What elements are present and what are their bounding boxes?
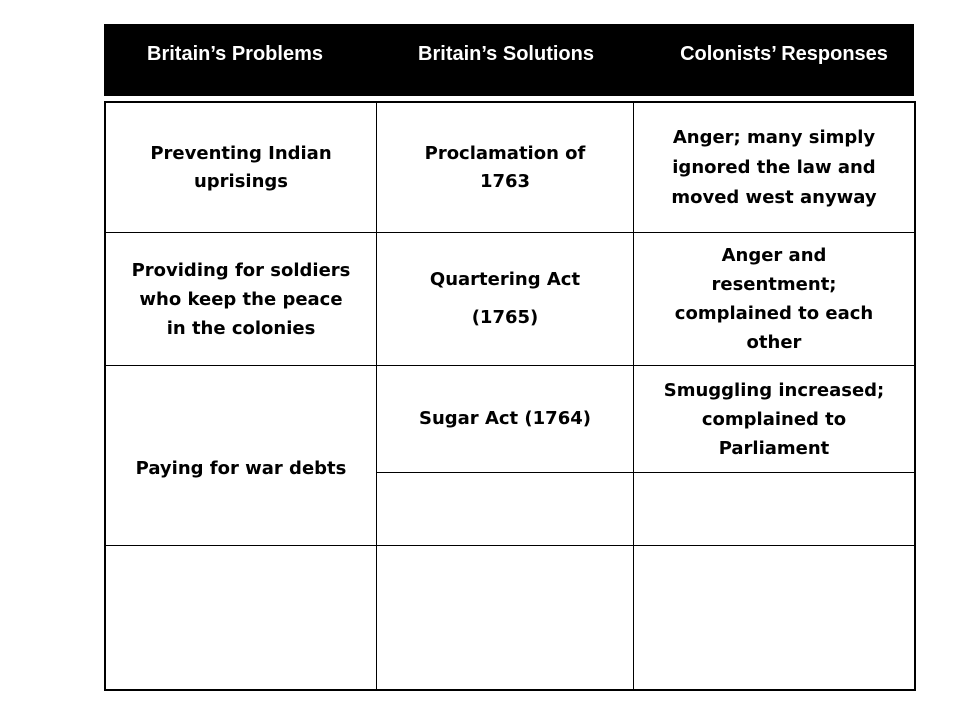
response-cell: Anger and resentment; complained to each other xyxy=(674,245,874,353)
header-problems: Britain’s Problems xyxy=(147,42,323,65)
header-solutions: Britain’s Solutions xyxy=(418,42,594,65)
solution-cell xyxy=(377,473,633,545)
problem-cell: Paying for war debts xyxy=(135,457,347,479)
solution-cell: Sugar Act (1764) xyxy=(419,408,591,429)
response-cell xyxy=(634,473,914,545)
solution-cell: Quartering Act (1765) xyxy=(429,269,581,328)
problem-cell: Providing for soldiers who keep the peace in the colonies xyxy=(131,259,351,339)
header-responses: Colonists’ Responses xyxy=(680,42,888,65)
response-cell: Anger; many simply ignored the law and moved west anyway xyxy=(671,126,877,208)
table-header xyxy=(104,24,914,96)
comparison-table xyxy=(104,101,916,691)
problem-cell xyxy=(106,546,376,689)
solution-cell xyxy=(377,546,633,689)
response-cell: Smuggling increased; complained to Parliament xyxy=(663,379,885,459)
solution-cell: Proclamation of 1763 xyxy=(424,142,586,192)
problem-cell: Preventing Indian uprisings xyxy=(150,142,332,192)
response-cell xyxy=(634,546,914,689)
